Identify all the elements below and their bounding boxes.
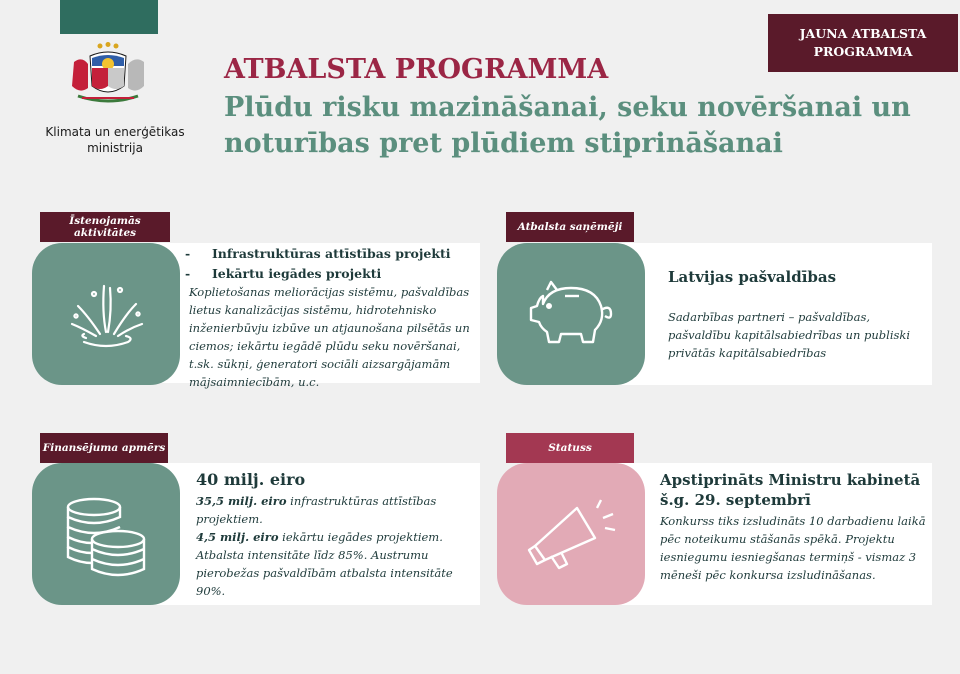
activities-list	[185, 244, 475, 284]
funding-line-3: Atbalsta intensitāte līdz 85%. Austrumu pierobežas pašvaldībām atbalsta intensitāte 90%.	[196, 548, 453, 598]
status-description: Konkurss tiks izsludināts 10 darbadienu laikā pēc noteikumu stāšanās spēkā. Projektu iesniegumu iesniegšanas termiņš - vismaz 3 mēneši pēc konkursa izsludināšanas.	[660, 514, 926, 582]
recipients-description: Sadarbības partneri – pašvaldības, pašvaldību kapitālsabiedrības un publiski privātās kapitālsabiedrības	[668, 310, 911, 360]
funding-heading: 40 milj. eiro	[196, 470, 306, 489]
recipients-icon-tile	[497, 243, 645, 385]
piggy-bank-icon	[521, 274, 621, 354]
funding-icon-tile	[32, 463, 180, 605]
status-tag: Statuss	[506, 433, 634, 463]
coins-icon	[56, 489, 156, 579]
water-splash-icon	[64, 272, 148, 356]
funding-line-2: 4,5 milj. eiro iekārtu iegādes projektiem.	[196, 530, 443, 544]
status-icon-tile	[497, 463, 645, 605]
list-item: - Iekārtu iegādes projekti	[185, 266, 382, 281]
list-item: - Infrastruktūras attīstības projekti	[185, 246, 451, 261]
recipients-tag: Atbalsta saņēmēji	[506, 212, 634, 242]
coat-of-arms-logo	[52, 42, 164, 106]
new-program-badge: JAUNA ATBALSTA PROGRAMMA	[768, 14, 958, 72]
page-title: ATBALSTA PROGRAMMA	[224, 54, 609, 85]
funding-line-1: 35,5 milj. eiro infrastruktūras attīstības projektiem.	[196, 494, 437, 526]
top-accent-bar	[60, 0, 158, 34]
activities-icon-tile	[32, 243, 180, 385]
activities-description: Koplietošanas meliorācijas sistēmu, pašvaldības lietus kanalizācijas sistēmu, hidrotehnisko inženierbūvju izbūve un atjaunošana pilsētās un ciemos; iekārtu iegādē plūdu seku novēršanai, t.sk. sūkņi, ģeneratori sociāli aizsargājamām mājsaimniecībām, u.c.	[189, 285, 470, 389]
funding-tag: Finansējuma apmērs	[40, 433, 168, 463]
funding-text	[196, 470, 476, 600]
activities-tag: Īstenojamās aktivitātes	[40, 212, 170, 242]
megaphone-icon	[521, 494, 621, 574]
status-heading: Apstiprināts Ministru kabinetā š.g. 29. septembrī	[660, 471, 921, 509]
recipients-heading: Latvijas pašvaldības	[668, 268, 837, 286]
page-subtitle: Plūdu risku mazināšanai, seku novēršanai un noturības pret plūdiem stiprināšanai	[224, 92, 911, 159]
ministry-name: Klimata un enerģētikas ministrija	[45, 125, 185, 155]
